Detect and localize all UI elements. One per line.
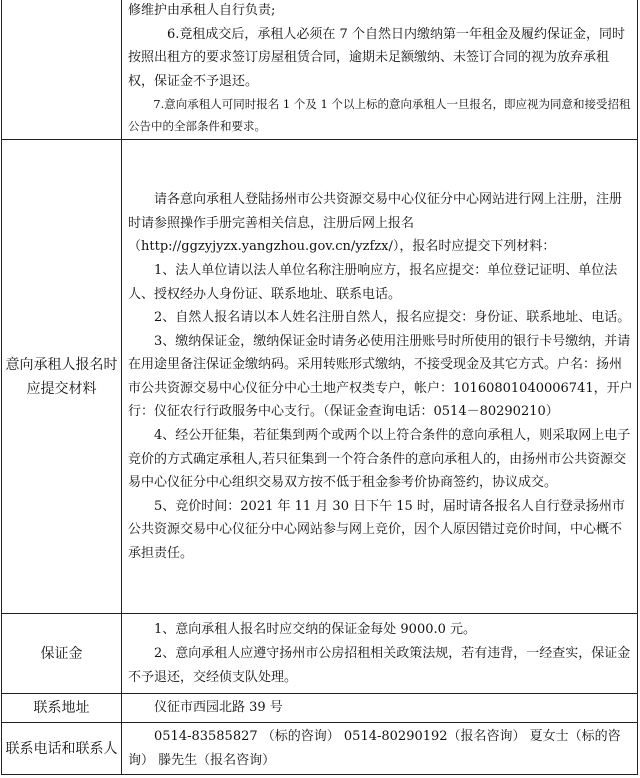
contact-label: 联系电话和联系人 (2, 722, 122, 774)
materials-intro: 请各意向承租人登陆扬州市公共资源交易中心仪征分中心网站进行网上注册，注册时请参照操作手册完善相关信息，注册后网上报名（http://ggzyjyzx.yangzhou.gov.cn/yzfzx/），报名时应提交下列材料： (128, 192, 623, 255)
announcement-table (1, 0, 638, 775)
materials-content (122, 140, 638, 614)
rules-continuation-row (2, 0, 638, 140)
materials-item-1: 1、法人单位请以法人单位名称注册响应方，报名应提交：单位登记证明、单位法人、授权经办人身份证、联系地址、联系电话。 (128, 262, 618, 302)
deposit-item-1: 1、意向承租人报名时应交纳的保证金每处 9000.0 元。 (154, 622, 477, 638)
materials-item-2: 2、自然人报名请以本人姓名注册自然人，报名应提交：身份证、联系地址、电话。 (154, 310, 631, 326)
contact-value: 0514-83585827 （标的咨询） 0514-80290192（报名咨询） 夏女士（标的咨询） 滕先生（报名咨询） (128, 728, 621, 768)
deposit-item-2: 2、意向承租人应遵守扬州市公房招租相关政策法规，若有违背，一经查实，保证金不予退还，交经侦支队处理。 (128, 646, 631, 685)
materials-item-5: 5、竞价时间：2021 年 11 月 30 日下午 15 时，届时请各报名人自行登录扬州市公共资源交易中心仪征分中心网站参与网上竞价，因个人原因错过竞价时间，中心概不承担责任。 (128, 498, 625, 562)
materials-item-4: 4、经公开征集，若征集到两个或两个以上符合条件的意向承租人，则采取网上电子竞价的方式确定承租人,若只征集到一个符合条件的意向承租人的，由扬州市公共资源交易中心仪征分中心组织交易双方按不低于租金参考价协商签约，协议成交。 (128, 428, 631, 491)
rule-7: 7.意向承租人可同时报名 1 个及 1 个以上标的意向承租人一旦报名，即应视为同意和接受招租公告中的全部条件和要求。 (128, 97, 631, 134)
deposit-label: 保证金 (2, 614, 122, 694)
deposit-row (2, 614, 638, 694)
address-value: 仪征市西园北路 39 号 (154, 700, 283, 716)
address-content (122, 694, 638, 723)
materials-item-3: 3、缴纳保证金，缴纳保证金时请务必使用注册账号时所使用的银行卡号缴纳，并请在用途里备注保证金缴纳码。采用转账形式缴纳，不接受现金及其它方式。户名：扬州市公共资源交易中心仪征分中心土地产权类专户，帐户：10160801040006741，开户行：仪征农行行政服务中心支行。（保证金查询电话：0514－80290210） (128, 333, 633, 420)
empty-label-cell (2, 0, 122, 140)
rule-6: 6.竟租成交后，承租人必须在 7 个自然日内缴纳第一年租金及履约保证金，同时按照出租方的要求签订房屋租赁合同，逾期未足额缴纳、未签订合同的视为放弃承租权，保证金不予退还。 (128, 26, 625, 89)
address-row (2, 694, 638, 723)
deposit-content (122, 614, 638, 694)
address-label: 联系地址 (2, 694, 122, 723)
contact-row (2, 722, 638, 774)
rule-line-1: 修维护由承租人自行负责; (128, 3, 276, 18)
materials-label: 意向承租人报名时应提交材料 (2, 140, 122, 614)
rules-content (122, 0, 638, 140)
contact-content (122, 722, 638, 774)
materials-row (2, 140, 638, 614)
